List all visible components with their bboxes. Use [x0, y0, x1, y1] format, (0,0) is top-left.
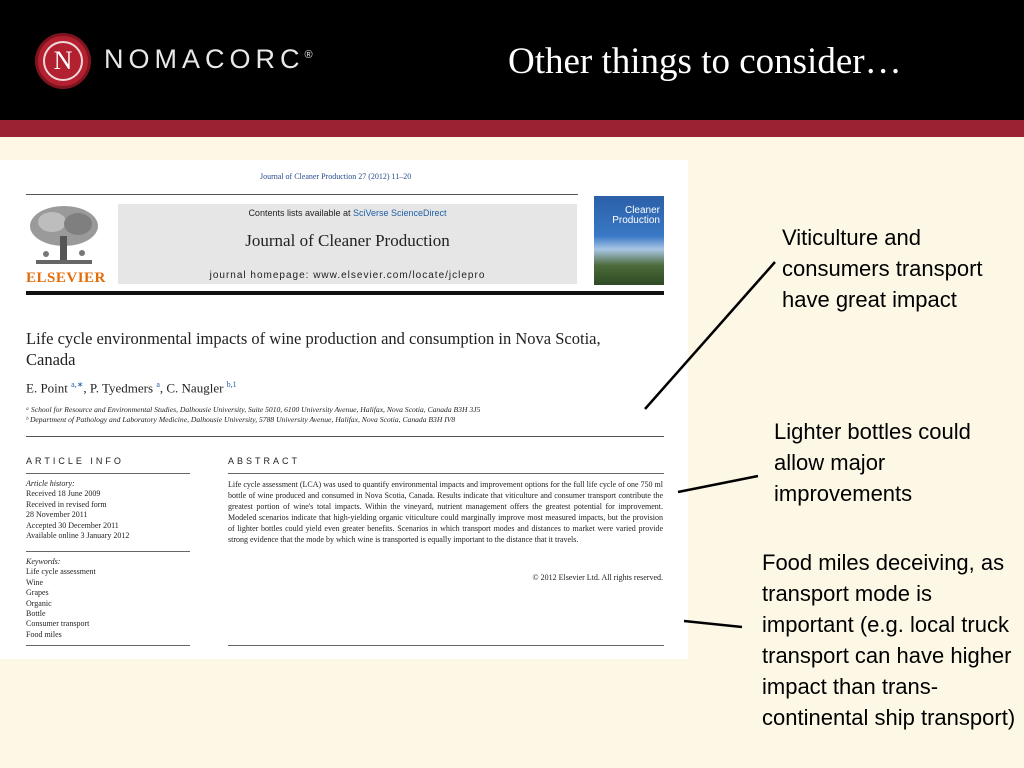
author-name: P. Tyedmers [89, 380, 154, 396]
journal-cover-image [594, 196, 664, 285]
divider [26, 436, 664, 437]
keyword: Life cycle assessment [26, 567, 96, 577]
contents-prefix: Contents lists available at [248, 208, 353, 218]
history-item: Accepted 30 December 2011 [26, 520, 119, 530]
history-item: Received in revised form [26, 499, 107, 509]
abstract-heading: ABSTRACT [228, 456, 301, 466]
journal-homepage: journal homepage: www.elsevier.com/locate/jclepro [209, 270, 486, 281]
keyword: Wine [26, 577, 44, 587]
keyword: Organic [26, 598, 52, 608]
history-item: Received 18 June 2009 [26, 489, 101, 499]
article-history [26, 479, 129, 541]
history-heading: Article history: [26, 479, 75, 488]
cover-title: Cleaner Production [612, 205, 660, 226]
divider [26, 551, 190, 552]
history-item: Available online 3 January 2012 [26, 531, 130, 541]
brand-name [104, 44, 313, 75]
annotation-viticulture: Viticulture and consumers transport have great impact [782, 225, 983, 312]
divider [26, 645, 190, 646]
affiliation-a: ᵃ School for Resource and Environmental Studies, Dalhousie University, Suite 5010, 6100 University Avenue, Halifax, Nova Scotia, Canada B3H 3J5 [26, 405, 481, 414]
keyword: Bottle [26, 609, 46, 619]
contents-line [118, 208, 577, 218]
nomacorc-logo-icon [35, 33, 91, 89]
divider [228, 645, 664, 646]
keyword: Food miles [26, 629, 62, 639]
author-list: E. Point $^{a,∗}$, P. Tyedmers $^a$, C. Naugler $^{b,1}$ [26, 380, 237, 396]
annotation-food-miles: Food miles deceiving, as transport mode is important (e.g. local truck transport can have higher impact than trans- continental ship transport) [762, 550, 1016, 730]
keyword: Consumer transport [26, 619, 90, 629]
keywords-heading: Keywords: [26, 557, 61, 566]
author-name: E. Point [26, 380, 68, 396]
elsevier-tree-icon [26, 202, 102, 266]
logo-letter: N [53, 46, 73, 75]
article-info-heading: ARTICLE INFO [26, 456, 124, 466]
divider [228, 473, 664, 474]
annotation-lighter-bottles: Lighter bottles could allow major improvements [774, 419, 971, 506]
brand-text: NOMACORC [104, 44, 305, 74]
author-sup: a,∗ [71, 380, 84, 389]
keyword: Grapes [26, 588, 49, 598]
author-sup: a [156, 380, 160, 389]
callout-line-3 [684, 621, 742, 627]
affiliation-b: ᵇ Department of Pathology and Laboratory Medicine, Dalhousie University, 5788 University Avenue, Halifax, Nova Scotia, Canada B3H IV8 [26, 415, 456, 424]
brand-mark: ® [304, 49, 313, 61]
affiliations [26, 405, 480, 425]
divider [26, 473, 190, 474]
accent-bar [0, 120, 1024, 137]
journal-name: Journal of Cleaner Production [245, 231, 450, 250]
paper-screenshot [0, 160, 688, 659]
author-sup: b,1 [226, 380, 237, 389]
copyright: © 2012 Elsevier Ltd. All rights reserved. [532, 573, 663, 582]
publisher-logo-text: ELSEVIER [26, 270, 106, 286]
callout-line-2 [678, 476, 758, 492]
paper-title: Life cycle environmental impacts of wine production and consumption in Nova Scotia, Canada [26, 329, 601, 369]
divider [26, 194, 578, 195]
slide-title: Other things to consider… [508, 41, 902, 82]
sciencedirect-link[interactable]: SciVerse ScienceDirect [353, 208, 447, 218]
keywords [26, 557, 96, 640]
author-name: C. Naugler [166, 380, 224, 396]
journal-citation: Journal of Cleaner Production 27 (2012) 11–20 [260, 172, 412, 181]
history-item: 28 November 2011 [26, 510, 88, 520]
abstract-text: Life cycle assessment (LCA) was used to quantify environmental impacts and improvement options for the full life cycle of one 750 ml bottle of wine produced and consumed in Nova Scotia, Canada. Results indicate that viticulture and consumer transport contribute the greatest portion of wine's total impacts. Within the vineyard, nutrient management offers the greatest potential for improvement. Modeled scenarios indicate that high-yielding organic viticulture could marginally improve most measured impacts, but the provision of lighter bottles could yield even greater benefits. Scenarios in which transport modes and distances to market were varied provide strong evidence that the mode by which wine is transported is equally important to the distance that it travels. [228, 480, 663, 544]
divider-thick [26, 291, 664, 295]
journal-banner [118, 204, 577, 284]
